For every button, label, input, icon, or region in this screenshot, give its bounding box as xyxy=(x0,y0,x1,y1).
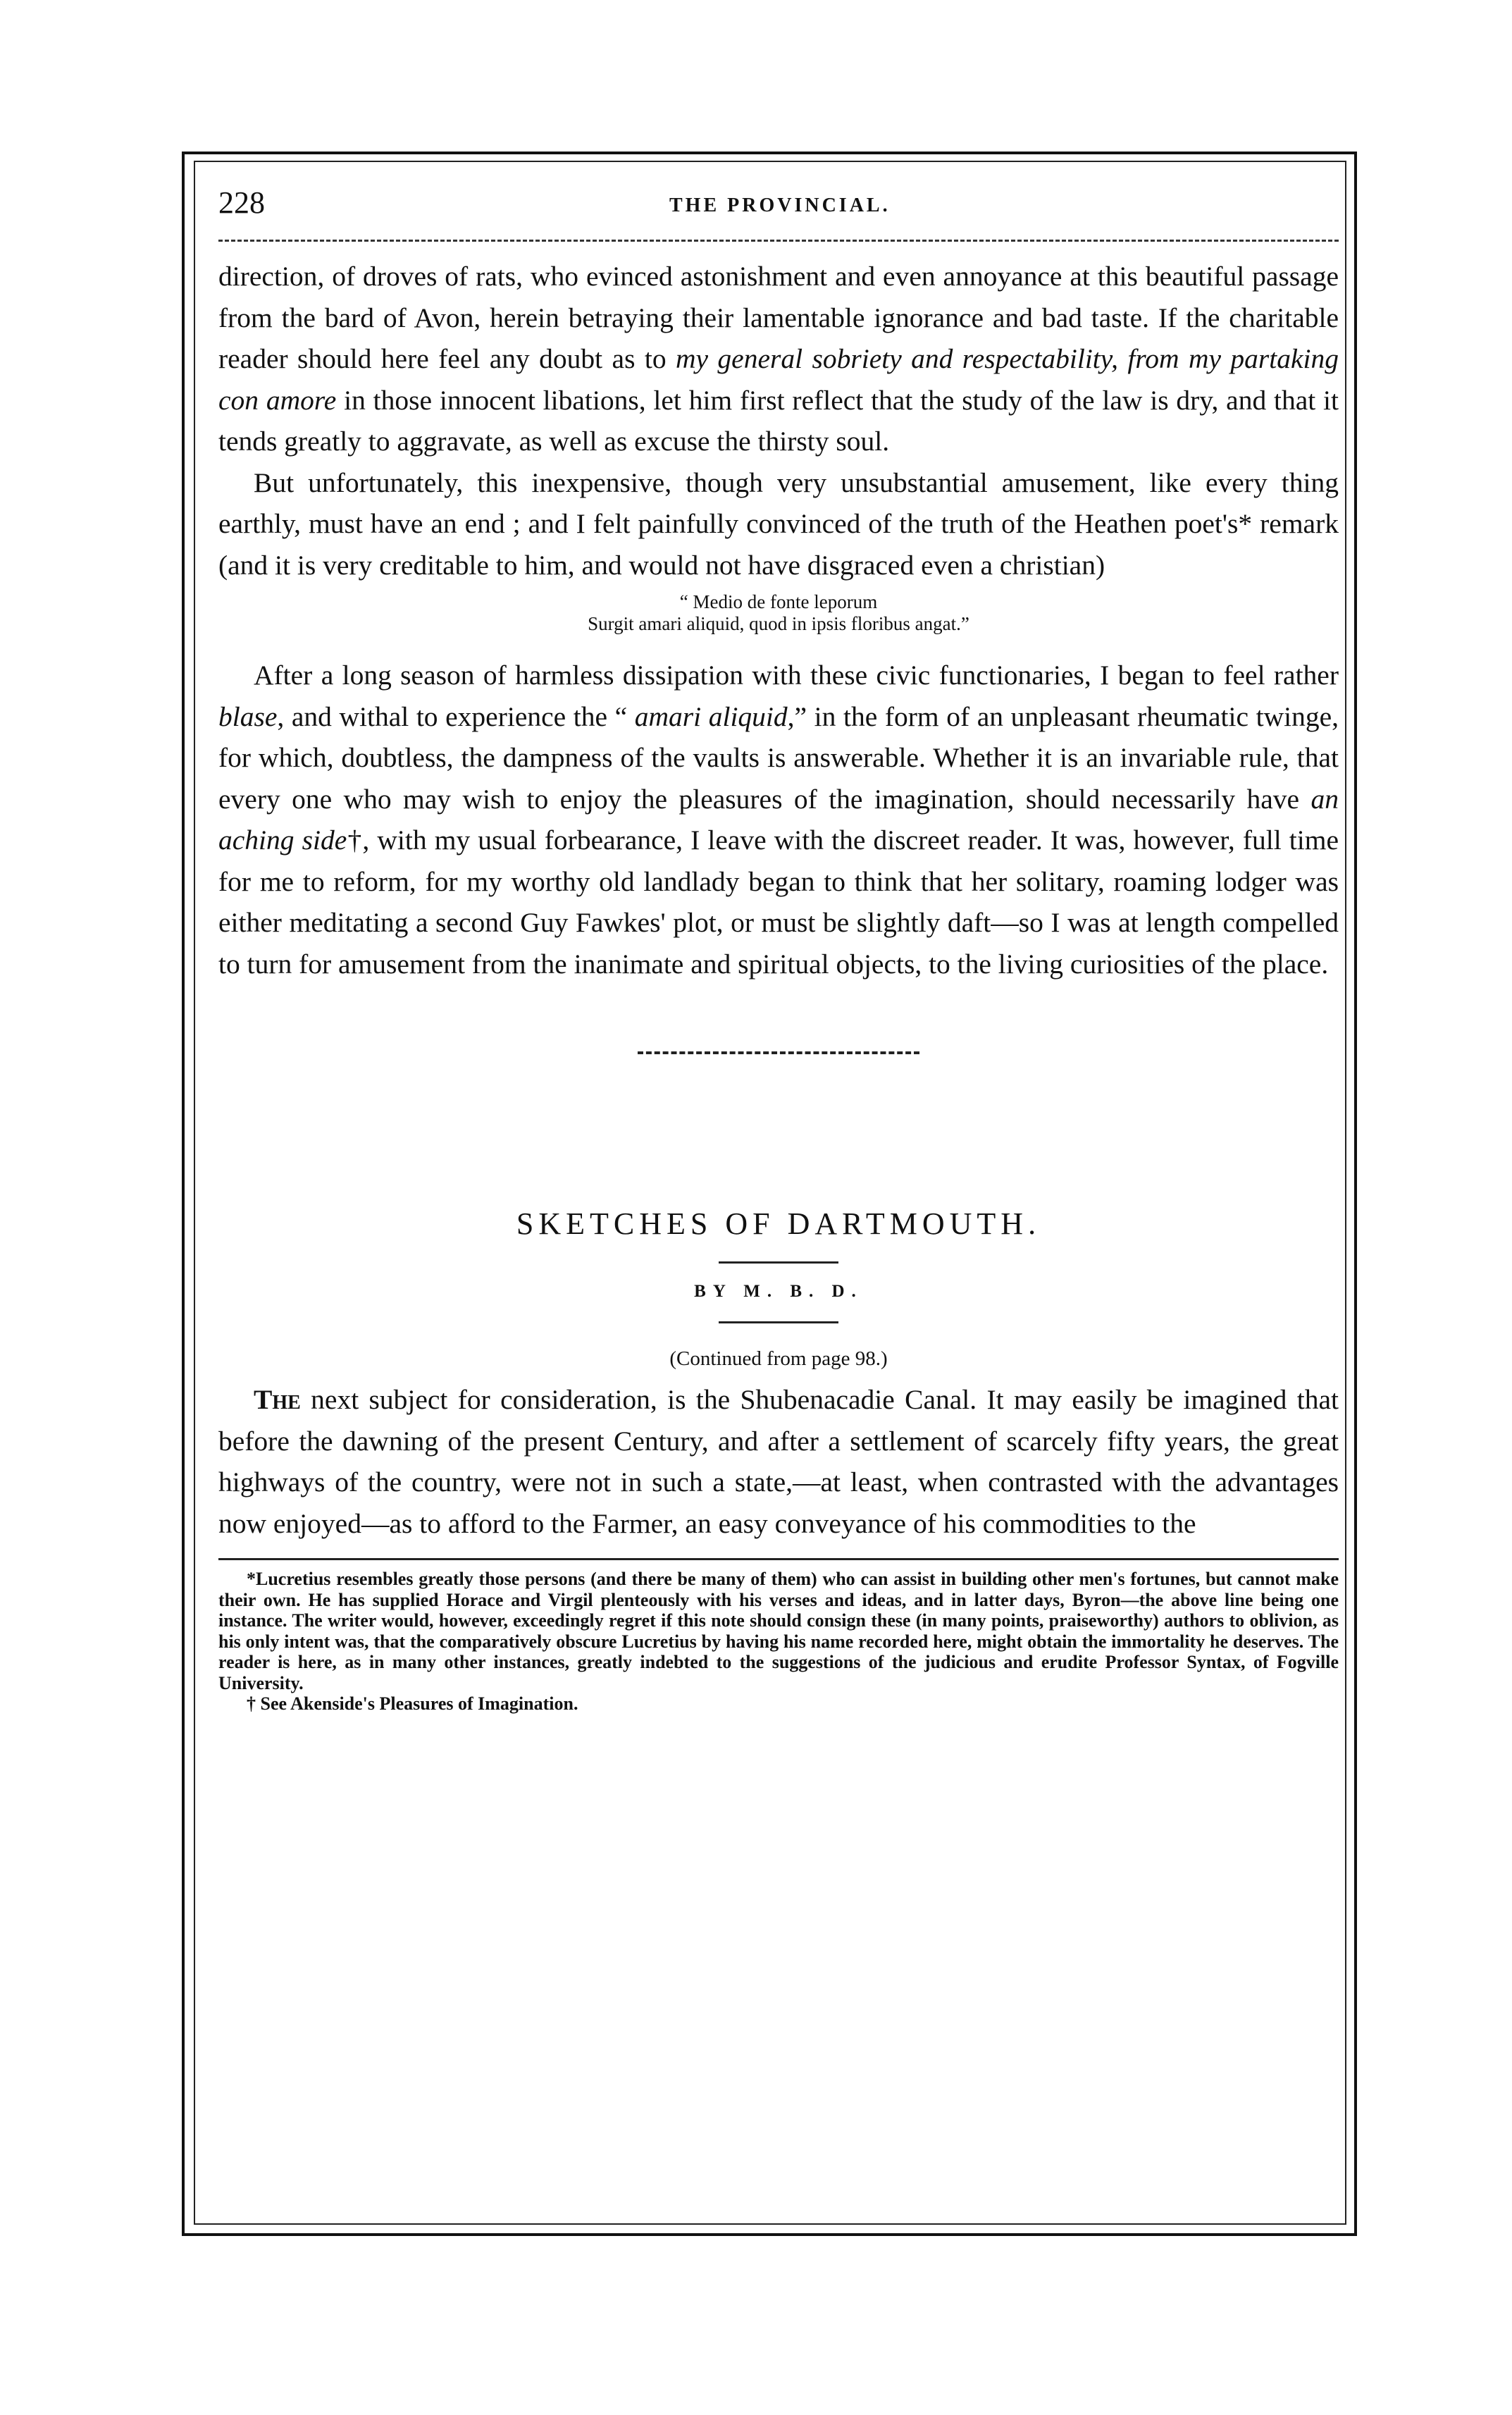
header-rule xyxy=(218,240,1339,242)
paragraph-1-text-a: direction, of droves of rats, who evinced astonishment and even annoyance at this beautiful passage from the bard of Avon, herein betraying their lamentable ignorance and bad taste. If the charitable reader should here feel any doubt as to xyxy=(218,261,1339,374)
running-head: THE PROVINCIAL. xyxy=(669,194,891,216)
byline-rule xyxy=(719,1321,838,1323)
quote-line-2: Surgit amari aliquid, quod in ipsis floribus angat.” xyxy=(588,613,969,634)
section-title: SKETCHES OF DARTMOUTH. xyxy=(516,1206,1041,1241)
article-2 xyxy=(218,1379,1339,1544)
article-2-paragraph-1-text: next subject for consideration, is the Shubenacadie Canal. It may easily be imagined that before the dawning of the present Century, and after a settlement of scarcely fifty years, the great highways of the country, were not in such a state,—at least, when contrasted with the advantages now enjoyed—as to afford to the Farmer, an easy conveyance of his commodities to the xyxy=(218,1384,1339,1539)
page-header xyxy=(218,176,1339,218)
paragraph-3 xyxy=(218,655,1339,984)
title-rule xyxy=(719,1261,838,1264)
lead-word: The xyxy=(254,1384,301,1415)
paragraph-1-italic: my general sobriety and respectability, from my partaking con amore xyxy=(218,343,1339,416)
paragraph-3-italic-3: an aching side xyxy=(218,783,1339,856)
paragraph-3-text-d: †, with my usual forbearance, I leave with the discreet reader. It was, however, full time for me to reform, for my worthy old landlady began to think that her solitary, roaming lodger was either meditating a second Guy Fawkes' plot, or must be slightly daft—so I was at length compelled to turn for amusement from the inanimate and spiritual objects, to the living curiosities of the place. xyxy=(218,824,1339,980)
quote-line-1: “ Medio de fonte leporum xyxy=(679,591,878,612)
paragraph-3-text-a: After a long season of harmless dissipation with these civic functionaries, I began to feel rather xyxy=(254,660,1339,691)
paragraph-1-text-b: in those innocent libations, let him first reflect that the study of the law is dry, and that it tends greatly to aggravate, as well as excuse the thirsty soul. xyxy=(218,384,1339,457)
page xyxy=(218,176,1339,1715)
paragraph-3-text-b: , and withal to experience the “ xyxy=(277,700,635,732)
paragraph-1 xyxy=(218,256,1339,462)
paragraph-3-italic-1: blase xyxy=(218,700,278,732)
latin-quote xyxy=(218,591,1339,635)
paragraph-3-text-c: ,” in the form of an unpleasant rheumatic twinge, for which, doubtless, the dampness of the vaults is answerable. Whether it is an invariable rule, that every one who may wish to enjoy the pleasures of the imagination, should necessarily have xyxy=(218,700,1339,815)
footnote-1: *Lucretius resembles greatly those persons (and there be many of them) who can assist in building other men's fortunes, but cannot make their own. He has supplied Horace and Virgil plenteously with his verses and ideas, and in latter days, Byron—the above line being one instance. The writer would, however, exceedingly regret if this note should consign these (in many points, praiseworthy) authors to oblivion, as his only intent was, that the comparatively obscure Lucretius by having his name recorded here, might obtain the immortality he deserves. The reader is here, as in many other instances, greatly indebted to the suggestions of the judicious and erudite Professor Syntax, of Fogville University. xyxy=(218,1569,1339,1693)
section-divider xyxy=(638,1051,919,1054)
article-1 xyxy=(218,256,1339,984)
footnotes xyxy=(218,1569,1339,1715)
footnote-rule xyxy=(218,1558,1339,1560)
paragraph-3-italic-2: amari aliquid xyxy=(634,700,788,732)
paragraph-2: But unfortunately, this inexpensive, though very unsubstantial amusement, like every thing earthly, must have an end ; and I felt painfully convinced of the truth of the Heathen poet's* remark (and it is very creditable to him, and would not have disgraced even a christian) xyxy=(218,467,1339,581)
page-number: 228 xyxy=(218,185,265,220)
continued-note: (Continued from page 98.) xyxy=(669,1347,888,1370)
article-2-paragraph-1 xyxy=(218,1379,1339,1544)
byline: BY M. B. D. xyxy=(694,1282,863,1301)
footnote-2: † See Akenside's Pleasures of Imagination. xyxy=(247,1693,578,1714)
